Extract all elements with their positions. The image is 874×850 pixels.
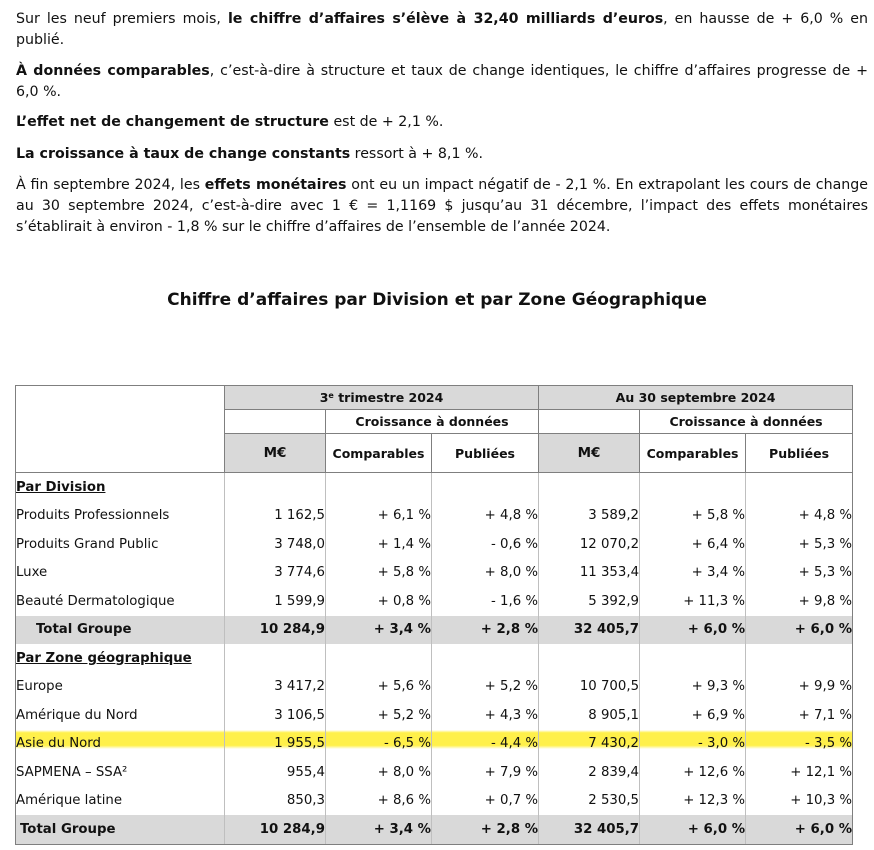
row-label: SAPMENA – SSA² xyxy=(16,758,225,787)
cell-q3-meur: 10 284,9 xyxy=(225,815,326,844)
paragraph-like-for-like xyxy=(16,61,868,103)
cell-q3-publiees: + 2,8 % xyxy=(432,616,539,645)
cell-q3-comparables: - 6,5 % xyxy=(326,730,432,759)
cell-ytd-meur: 2 530,5 xyxy=(539,787,640,816)
paragraph-revenue xyxy=(16,9,868,51)
table-row xyxy=(16,502,853,531)
section-row-division xyxy=(16,473,853,502)
cell-q3-comparables: + 3,4 % xyxy=(326,616,432,645)
header-ytd-growth: Croissance à données xyxy=(640,410,853,434)
cell-ytd-meur: 3 589,2 xyxy=(539,502,640,531)
header-q3: 3e trimestre 2024 xyxy=(225,386,539,410)
cell-ytd-comparables: + 12,3 % xyxy=(640,787,746,816)
p1-text-a: Sur les neuf premiers mois, xyxy=(16,11,228,27)
cell-ytd-meur: 8 905,1 xyxy=(539,701,640,730)
row-label: Beauté Dermatologique xyxy=(16,587,225,616)
cell-q3-meur: 3 748,0 xyxy=(225,530,326,559)
cell-q3-publiees: + 7,9 % xyxy=(432,758,539,787)
total-row-division xyxy=(16,616,853,645)
cell-q3-publiees: + 4,3 % xyxy=(432,701,539,730)
cell-q3-meur: 1 162,5 xyxy=(225,502,326,531)
cell-ytd-meur: 12 070,2 xyxy=(539,530,640,559)
p3-text-c: est de + 2,1 %. xyxy=(328,114,444,130)
table-title: Chiffre d’affaires par Division et par Zone Géographique xyxy=(167,290,707,310)
cell-q3-meur: 3 774,6 xyxy=(225,559,326,588)
cell-ytd-comparables: - 3,0 % xyxy=(640,730,746,759)
cell-ytd-publiees: + 4,8 % xyxy=(746,502,853,531)
cell-q3-comparables: + 5,6 % xyxy=(326,673,432,702)
cell-ytd-publiees: + 5,3 % xyxy=(746,530,853,559)
cell-q3-publiees: - 4,4 % xyxy=(432,730,539,759)
header-q3-publiees: Publiées xyxy=(432,434,539,473)
header-ytd: Au 30 septembre 2024 xyxy=(539,386,853,410)
cell-ytd-comparables: + 6,4 % xyxy=(640,530,746,559)
row-label: Europe xyxy=(16,673,225,702)
cell-q3-comparables: + 8,0 % xyxy=(326,758,432,787)
section-label: Par Division xyxy=(16,473,225,502)
cell-ytd-publiees: + 9,8 % xyxy=(746,587,853,616)
row-label: Amérique du Nord xyxy=(16,701,225,730)
cell-ytd-meur: 32 405,7 xyxy=(539,616,640,645)
section-label: Par Zone géographique xyxy=(16,644,225,673)
cell-q3-comparables: + 1,4 % xyxy=(326,530,432,559)
cell-ytd-comparables: + 6,0 % xyxy=(640,815,746,844)
cell-q3-meur: 3 417,2 xyxy=(225,673,326,702)
p5-text-a: À fin septembre 2024, les xyxy=(16,177,205,193)
cell-ytd-comparables: + 3,4 % xyxy=(640,559,746,588)
cell-ytd-meur: 5 392,9 xyxy=(539,587,640,616)
table-row xyxy=(16,559,853,588)
header-ytd-publiees: Publiées xyxy=(746,434,853,473)
p3-text-bold: L’effet net de changement de structure xyxy=(16,114,329,130)
cell-ytd-meur: 32 405,7 xyxy=(539,815,640,844)
row-label: Produits Professionnels xyxy=(16,502,225,531)
cell-q3-publiees: - 1,6 % xyxy=(432,587,539,616)
cell-ytd-publiees: + 5,3 % xyxy=(746,559,853,588)
header-q3-growth: Croissance à données xyxy=(326,410,539,434)
cell-ytd-comparables: + 12,6 % xyxy=(640,758,746,787)
table-row xyxy=(16,701,853,730)
cell-q3-comparables: + 6,1 % xyxy=(326,502,432,531)
cell-ytd-comparables: + 11,3 % xyxy=(640,587,746,616)
table-row xyxy=(16,673,853,702)
p4-text-c: ressort à + 8,1 %. xyxy=(350,146,483,162)
cell-q3-comparables: + 3,4 % xyxy=(326,815,432,844)
cell-q3-meur: 3 106,5 xyxy=(225,701,326,730)
header-ytd-meur: M€ xyxy=(539,434,640,473)
p2-text-bold: À données comparables xyxy=(16,63,210,79)
header-q3-meur-spacer xyxy=(225,410,326,434)
sales-table xyxy=(15,385,853,845)
header-ytd-meur-spacer xyxy=(539,410,640,434)
cell-ytd-comparables: + 5,8 % xyxy=(640,502,746,531)
p4-text-bold: La croissance à taux de change constants xyxy=(16,146,351,162)
cell-ytd-publiees: + 6,0 % xyxy=(746,815,853,844)
cell-q3-comparables: + 5,8 % xyxy=(326,559,432,588)
cell-q3-publiees: + 0,7 % xyxy=(432,787,539,816)
header-q3-meur: M€ xyxy=(225,434,326,473)
p5-text-c: ont eu un impact négatif de - 2,1 %. En extrapolant les cours de change au 30 septembre 2024, c’est-à-dire avec 1 € = 1,1169 $ jusqu’au 31 décembre, l’impact des effets monétaires s’établirait à environ - 1,8 % sur le chiffre d’affaires de l’ensemble de l’année 2024. xyxy=(16,177,868,235)
table-row xyxy=(16,587,853,616)
cell-ytd-publiees: + 6,0 % xyxy=(746,616,853,645)
row-label: Total Groupe xyxy=(16,616,225,645)
row-label: Produits Grand Public xyxy=(16,530,225,559)
table-row-highlighted xyxy=(16,730,853,759)
cell-ytd-meur: 10 700,5 xyxy=(539,673,640,702)
cell-q3-meur: 10 284,9 xyxy=(225,616,326,645)
cell-ytd-publiees: + 10,3 % xyxy=(746,787,853,816)
cell-ytd-publiees: + 12,1 % xyxy=(746,758,853,787)
p2-text-c: , c’est-à-dire à structure et taux de change identiques, le chiffre d’affaires progresse de + 6,0 %. xyxy=(16,63,868,100)
cell-ytd-meur: 7 430,2 xyxy=(539,730,640,759)
table-row xyxy=(16,787,853,816)
section-row-zone xyxy=(16,644,853,673)
table-row xyxy=(16,530,853,559)
cell-q3-meur: 1 955,5 xyxy=(225,730,326,759)
cell-q3-publiees: - 0,6 % xyxy=(432,530,539,559)
cell-ytd-meur: 2 839,4 xyxy=(539,758,640,787)
cell-ytd-publiees: + 7,1 % xyxy=(746,701,853,730)
total-row-zone xyxy=(16,815,853,844)
header-blank-cell xyxy=(16,386,225,473)
header-ytd-comparables: Comparables xyxy=(640,434,746,473)
cell-q3-publiees: + 2,8 % xyxy=(432,815,539,844)
cell-ytd-publiees: + 9,9 % xyxy=(746,673,853,702)
row-label: Asie du Nord xyxy=(16,730,225,759)
cell-ytd-comparables: + 6,0 % xyxy=(640,616,746,645)
cell-q3-meur: 1 599,9 xyxy=(225,587,326,616)
table-row xyxy=(16,758,853,787)
paragraph-currency-effects xyxy=(16,175,868,238)
paragraph-constant-fx xyxy=(16,144,868,165)
header-q3-comparables: Comparables xyxy=(326,434,432,473)
cell-q3-meur: 850,3 xyxy=(225,787,326,816)
cell-ytd-comparables: + 6,9 % xyxy=(640,701,746,730)
cell-ytd-publiees: - 3,5 % xyxy=(746,730,853,759)
p5-text-bold: effets monétaires xyxy=(204,177,347,193)
row-label: Total Groupe xyxy=(16,815,225,844)
p1-text-bold: le chiffre d’affaires s’élève à 32,40 milliards d’euros xyxy=(227,11,664,27)
cell-ytd-meur: 11 353,4 xyxy=(539,559,640,588)
p1-text-c: , en hausse de + 6,0 % en publié. xyxy=(16,11,868,48)
cell-ytd-comparables: + 9,3 % xyxy=(640,673,746,702)
cell-q3-publiees: + 5,2 % xyxy=(432,673,539,702)
cell-q3-comparables: + 0,8 % xyxy=(326,587,432,616)
cell-q3-comparables: + 8,6 % xyxy=(326,787,432,816)
paragraph-scope-effect xyxy=(16,112,868,133)
cell-q3-publiees: + 4,8 % xyxy=(432,502,539,531)
row-label: Luxe xyxy=(16,559,225,588)
cell-q3-comparables: + 5,2 % xyxy=(326,701,432,730)
cell-q3-meur: 955,4 xyxy=(225,758,326,787)
cell-q3-publiees: + 8,0 % xyxy=(432,559,539,588)
row-label: Amérique latine xyxy=(16,787,225,816)
